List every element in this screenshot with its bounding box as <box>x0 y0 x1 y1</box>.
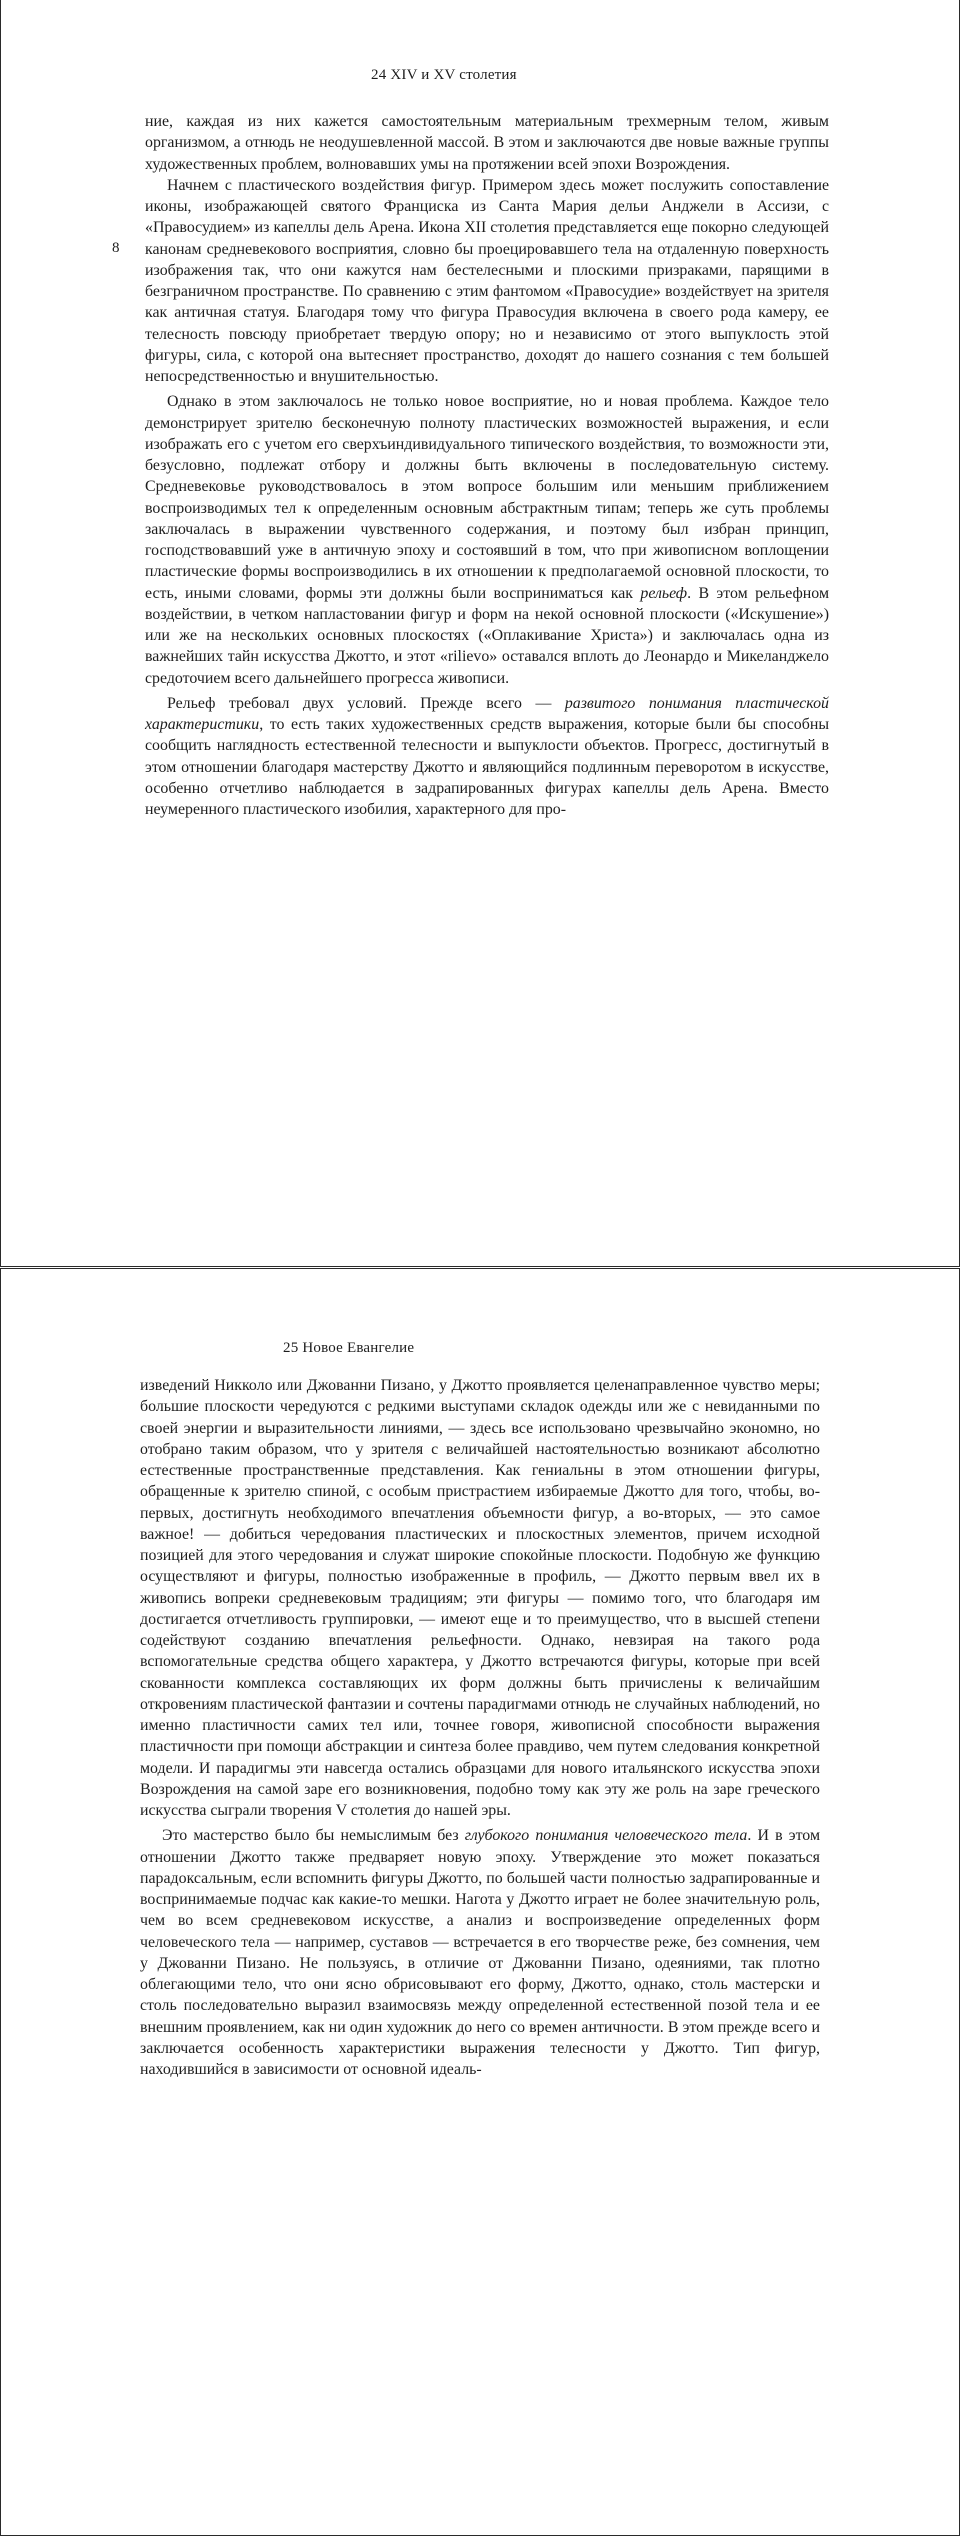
paragraph: Начнем с пластического воздействия фигур. Примером здесь может послужить сопоставление иконы, изображающей святого Франциска из Санта Мария дельи Анджели в Ассизи, с «Правосудием» из капеллы дель Арена. Икона XII столетия представляется еще покорно следующей канонам средневекового восприятия, словно бы проецировавшего тела на отдаленную поверхность изображения так, что они кажутся нам бестелесными и плоскими призраками, парящими в безграничном пространстве. По сравнению с этим фантомом «Правосудие» воздействует на зрителя как античная статуя. Благодаря тому что фигура Правосудия включена в своего рода камеру, ее телесность повсюду приобретает твердую опору; но и независимо от этого выпуклость этой фигуры, сила, с которой она вытесняет пространство, доходят до нашего сознания с тем большей непосредственностью и внушительностью. <box>145 176 829 385</box>
body-text <box>145 111 829 820</box>
paragraph-text: Однако в этом заключалось не только новое восприятие, но и новая проблема. Каждое тело демонстрирует зрителю бесконечную полноту пластических возможностей выражения, и если изображать его с учетом его сверхъиндивидуального типического воздействия, то возможности эти, безусловно, подлежат отбору и должны быть включены в последовательную систему. Средневековье руководствовалось в этом вопросе большим или меньшим приближением воспроизводимых тел к определенным основным абстрактным типам; теперь же суть проблемы заключалась в выражении чувственного содержания, и поэтому был избран принцип, господствовавший уже в античную эпоху и состоявший в том, что при живописном воплощении пластические формы воспроизводились в их отношении к предполагаемой основной плоскости, то есть, иными словами, формы эти должны были восприниматься как <box>145 393 829 602</box>
paragraph: изведений Никколо или Джованни Пизано, у Джотто проявляется целенаправленное чувство меры; большие плоскости чередуются с редкими выступами складок одежды или же с невиданными по своей энергии и выразительности линиями, — здесь все использовано чрезвычайно экономно, но отобрано таким образом, что у зрителя с величайшей настоятельностью возникают абсолютно естественные пространственные представления. Как гениальны в этом отношении фигуры, обращенные к зрителю спиной, с особым пристрастием избираемые Джотто для того, чтобы, во-первых, достигнуть необходимого впечатления объемности фигур, а во-вторых, — это самое важное! — добиться чередования пластических и плоскостных элементов, причем исходной позицией для этого чередования и служат широкие спокойные плоскости. Подобную же функцию осуществляют и фигуры, полностью изображенные в профиль, — Джотто первым ввел их в живопись вопреки средневековым традициям; эти фигуры — помимо того, что благодаря им достигается отчетливость группировки, — имеют еще и то преимущество, что в высшей степени содействуют созданию впечатления рельефности. Однако, невзирая на такого рода вспомогательные средства общего характера, у Джотто встречаются фигуры, которые при всей скованности комплекса составляющих их форм должны быть причислены к величайшим откровениям пластической фантазии и сочтены парадигмами отнюдь не случайных наблюдений, но именно пластичности самих тел или, точнее говоря, живописной способности выражения пластичности при помощи абстракции и синтеза более правдиво, чем путем следования конкретной модели. И парадигмы эти навсегда остались образцами для нового итальянского искусства эпохи Возрождения на самой заре его возникновения, подобно тому как эту же роль на заре греческого искусства сыграли творения V столетия до нашей эры. <box>140 1377 820 1819</box>
paragraph-text: Рельеф требовал двух условий. Прежде всего — <box>167 694 565 712</box>
paragraph <box>140 1825 820 2080</box>
paragraph: ние, каждая из них кажется самостоятельным материальным трехмерным телом, живым организмом, а отнюдь не неодушевленной массой. В этом и заключаются две новые важные группы художественных проблем, волновавших умы на протяжении всей эпохи Возрождения. <box>145 113 829 173</box>
paragraph <box>145 693 829 821</box>
running-head: 25 Новое Евангелие <box>283 1340 415 1356</box>
paragraph-text: . И в этом отношении Джотто также предваряет новую эпоху. Утверждение это может показаться парадоксальным, если вспомнить фигуры Джотто, по большей части полностью задрапированные и воспринимаемые подчас как какие-то мешки. Нагота у Джотто играет не более значительную роль, чем во всем средневековом искусстве, а анализ и воспроизведение определенных форм человеческого тела — например, суставов — встречается в его творчестве реже, без сомнения, чем у Джованни Пизано. Не пользуясь, в отличие от Джованни Пизано, одеяниями, так плотно облегающими тело, что они ясно обрисовывают его форму, Джотто, однако, столь мастерски и столь последовательно выразил взаимосвязь между определенной естественной позой тела и ее внешним проявлением, как ни один художник до него со времен античности. В этом прежде всего и заключается особенность характеристики выражения телесности у Джотто. Тип фигур, находившийся в зависимости от основной идеаль- <box>140 1827 821 2078</box>
paragraph-text: Это мастерство было бы немыслимым без <box>162 1827 465 1845</box>
emphasis-text: развитого понимания пластической характеристики <box>145 694 829 733</box>
emphasis-text: рельеф <box>640 584 688 602</box>
paragraph-text: . В этом рельефном воздействии, в четком напластовании фигур и форм на некой основной плоскости («Искушение») или же на нескольких основных плоскостях («Оплакивание Христа») и заключалась одна из важнейших тайн искусства Джотто, и этот «rilievo» оставался вплоть до Леонардо и Микеланджело средоточием всего дальнейшего прогресса живописи. <box>145 584 829 687</box>
page-24 <box>0 0 960 1267</box>
margin-note-number: 8 <box>112 240 120 256</box>
running-head: 24 XIV и XV столетия <box>371 67 517 83</box>
paragraph <box>145 391 829 689</box>
emphasis-text: глубокого понимания человеческого тела <box>464 1827 748 1845</box>
body-text <box>140 1375 820 2080</box>
paragraph-text: , то есть таких художественных средств выражения, которые были бы способны сообщить наглядность естественной телесности и выпуклости объектов. Прогресс, достигнутый в этом отношении благодаря мастерству Джотто и являющийся подлинным переворотом в искусстве, особенно отчетливо наблюдается в задрапированных фигурах капеллы дель Арена. Вместо неумеренного пластического изобилия, характерного для про- <box>145 716 829 818</box>
